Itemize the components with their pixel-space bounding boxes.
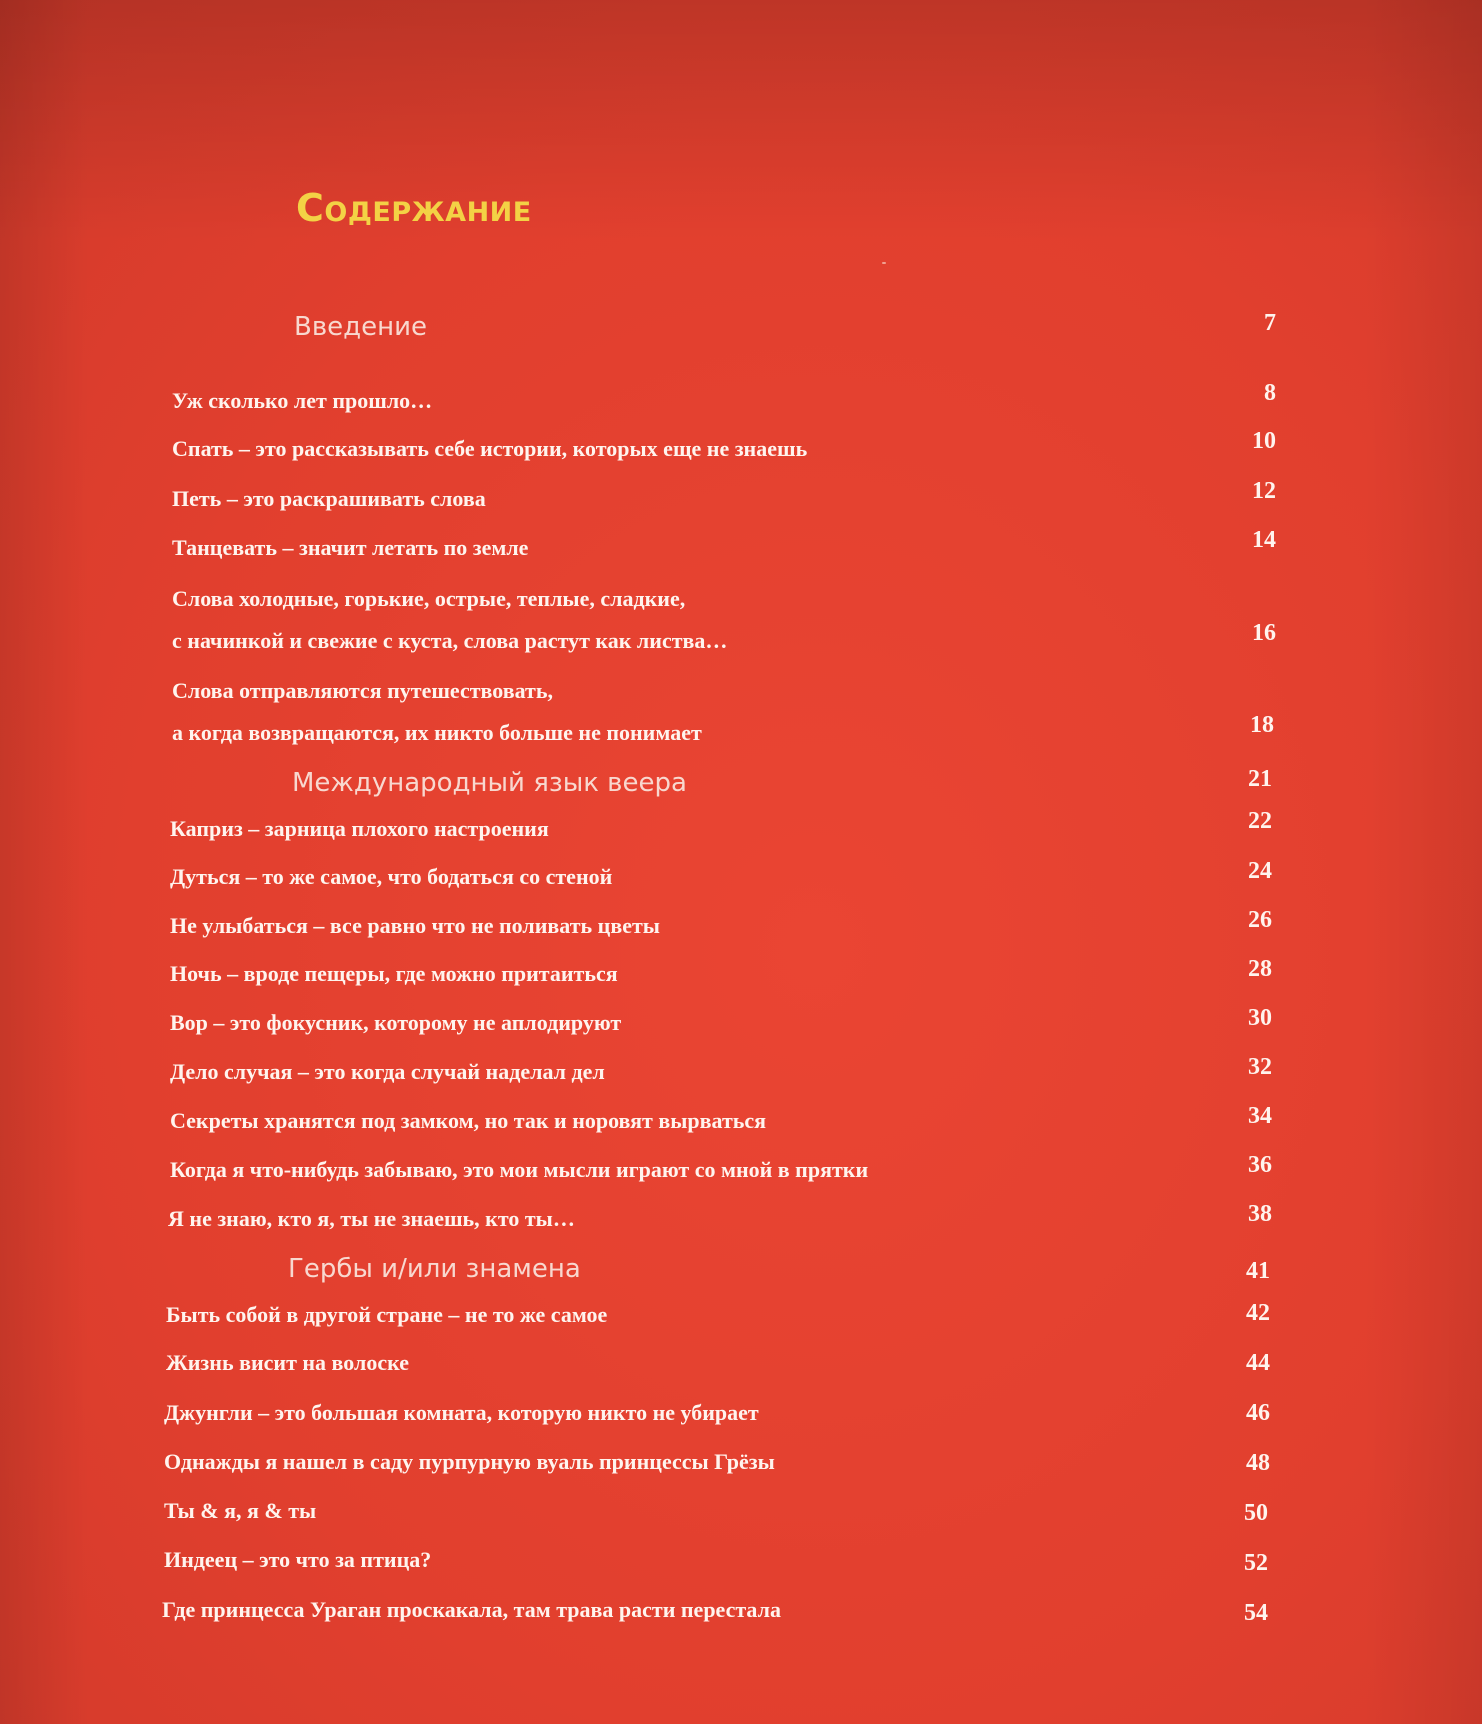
paper-fleck [882,262,886,264]
toc-entry-page: 34 [1248,1103,1272,1129]
toc-entry-line-2: а когда возвращаются, их никто больше не понимает [172,720,702,745]
toc-entry: Ночь – вроде пещеры, где можно притаиться [170,961,618,986]
toc-entry-page: 52 [1244,1550,1268,1576]
toc-entry: Не улыбаться – все равно что не поливать цветы [170,913,660,938]
toc-entry-page: 14 [1252,527,1276,553]
toc-entry: Жизнь висит на волоске [166,1350,409,1375]
toc-entry: Я не знаю, кто я, ты не знаешь, кто ты… [168,1206,575,1231]
toc-entry: Дуться – то же самое, что бодаться со стеной [170,864,613,889]
toc-entry-page: 24 [1248,858,1272,884]
toc-entry-line-2: с начинкой и свежие с куста, слова растут как листва… [172,628,728,653]
toc-entry-page: 26 [1248,907,1272,933]
toc-entry: Где принцесса Ураган проскакала, там трава расти перестала [162,1597,781,1622]
toc-entry: Каприз – зарница плохого настроения [170,816,549,841]
toc-entry: Быть собой в другой стране – не то же самое [166,1302,608,1327]
toc-entry-line-1: Слова холодные, горькие, острые, теплые, сладкие, [172,586,686,611]
toc-entry-page: 36 [1248,1152,1272,1178]
toc-entry-page: 42 [1246,1300,1270,1326]
toc-entry: Когда я что-нибудь забываю, это мои мысли играют со мной в прятки [170,1157,869,1182]
toc-entry: Ты & я, я & ты [164,1498,317,1523]
toc-entry: Спать – это рассказывать себе истории, которых еще не знаешь [172,436,808,461]
toc-entry-page: 50 [1244,1500,1268,1526]
toc-entry-page: 8 [1264,380,1276,406]
toc-entry: Индеец – это что за птица? [164,1547,432,1572]
toc-entry: Уж сколько лет прошло… [172,388,433,413]
toc-entry-page: 46 [1246,1400,1270,1426]
toc-entry: Секреты хранятся под замком, но так и норовят вырваться [170,1108,767,1133]
toc-entry-page: 38 [1248,1201,1272,1227]
section-title-intro: Введение [294,312,428,342]
section-page-intro: 7 [1264,310,1276,336]
toc-entry-page: 28 [1248,956,1272,982]
toc-entry: Дело случая – это когда случай наделал дел [170,1059,605,1084]
toc-entry: Танцевать – значит летать по земле [172,535,529,560]
toc-entry-page: 18 [1250,712,1274,738]
toc-entry: Однажды я нашел в саду пурпурную вуаль принцессы Грёзы [164,1449,775,1474]
toc-entry-page: 32 [1248,1054,1272,1080]
toc-entry-page: 10 [1252,428,1276,454]
section-title-fan-language: Международный язык веера [292,768,687,798]
section-page-coats-of-arms: 41 [1246,1258,1270,1284]
toc-entry-page: 22 [1248,808,1272,834]
toc-entry-line-1: Слова отправляются путешествовать, [172,678,553,703]
toc-entry: Петь – это раскрашивать слова [172,486,486,511]
toc-entry-page: 12 [1252,478,1276,504]
toc-entry-page: 44 [1246,1350,1270,1376]
toc-entry: Вор – это фокусник, которому не аплодируют [170,1010,622,1035]
section-page-fan-language: 21 [1248,766,1272,792]
toc-entry-page: 48 [1246,1450,1270,1476]
toc-entry-page: 30 [1248,1005,1272,1031]
page-title: Содержание [296,186,532,230]
toc-entry-page: 16 [1252,620,1276,646]
toc-entry-page: 54 [1244,1600,1268,1626]
toc-entry: Джунгли – это большая комната, которую никто не убирает [164,1400,759,1425]
section-title-coats-of-arms: Гербы и/или знамена [288,1254,581,1284]
